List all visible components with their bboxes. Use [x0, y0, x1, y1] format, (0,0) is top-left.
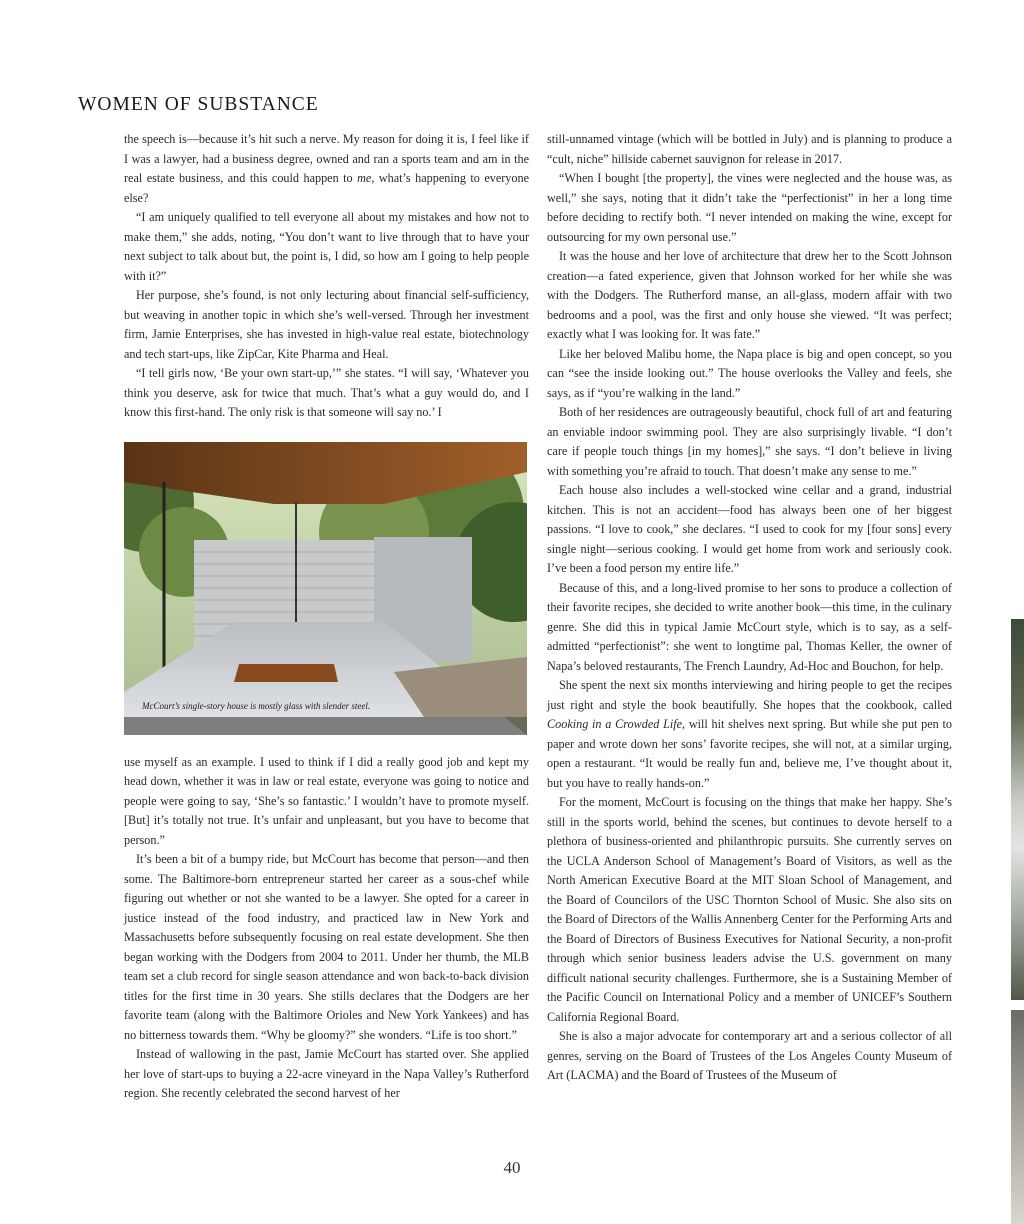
body-paragraph: She is also a major advocate for contemporary art and a serious collector of all genres, serving on the Board of Trustees of the Los Angeles County Museum of Art (LACMA) and the Board of Trustees of the Museum of: [547, 1029, 952, 1082]
body-paragraph: It was the house and her love of architecture that drew her to the Scott Johnson creation—a fated experience, given that Johnson worked for her while she was with the Dodgers. The Rutherford manse, an all-glass, modern affair with two bedrooms and a pool, was the first and only house she viewed. “It was perfect; exactly what I was looking for. It was fate.”: [547, 249, 952, 341]
adjacent-page-photo-edge: [1011, 619, 1024, 1000]
right-column: [547, 130, 952, 1086]
body-paragraph: “When I bought [the property], the vines were neglected and the house was, as well,” she says, noting that it didn’t take the “perfectionist” in her a long time before deciding to rectify both. “I never intended on making the wine, except for outsourcing for my own personal use.”: [547, 171, 952, 244]
adjacent-page-photo-edge: [1011, 1010, 1024, 1224]
body-paragraph: Both of her residences are outrageously beautiful, chock full of art and featuring an enviable indoor swimming pool. They are also surprisingly livable. “I don’t care if people touch things [in my homes],” she says. “I don’t believe in living with something you’re afraid to touch. That doesn’t make any sense to me.”: [547, 405, 952, 478]
body-paragraph: “I am uniquely qualified to tell everyone all about my mistakes and how not to make them,” she adds, noting, “You don’t want to live through that to have your next subject to talk about but, the point is, I did, so how am I going to help people with it?”: [124, 210, 529, 283]
body-paragraph: “I tell girls now, ‘Be your own start-up,’” she states. “I will say, ‘Whatever you think you deserve, ask for twice that much. That’s what a guy would do, and I know this first-hand. The only risk is that someone will say no.’ I: [124, 366, 529, 419]
page-number: 40: [503, 1158, 521, 1177]
body-paragraph: It’s been a bit of a bumpy ride, but McCourt has become that person—and then some. The Baltimore-born entrepreneur started her career as a sous-chef while figuring out whether or not she wanted to be a lawyer. She opted for a career in justice instead of the food industry, and practiced law in New York and Massachusetts before subsequently focusing on real estate development. She then began working with the Dodgers from 2004 to 2011. Under her thumb, the MLB team set a club record for single season attendance and won back-to-back division titles for the first time in 30 years. She stills declares that the Dodgers are her favorite team (along with the Baltimore Orioles and New York Yankees) and has no bitterness towards them. “Why be gloomy?” she wonders. “Life is too short.”: [124, 852, 529, 1042]
body-paragraph: the speech is—because it’s hit such a nerve. My reason for doing it is, I feel like if I was a lawyer, had a business degree, owned and ran a sports team and am in the real estate business, and this could happen to me, what’s happening to everyone else?: [124, 132, 529, 205]
body-paragraph: For the moment, McCourt is focusing on the things that make her happy. She’s still in the sports world, behind the scenes, but continues to devote herself to a plethora of business-oriented and philanthropic pursuits. She currently serves on the UCLA Anderson School of Management’s Board of Visitors, as well as the North American Executive Board at the MIT Sloan School of Management, and the Board of Councilors of the USC Thornton School of Music. She also sits on the Board of Directors of the Wallis Annenberg Center for the Performing Arts and the Board of Directors of Business Executives for National Security, a non-profit through which senior business leaders advise the U.S. government on many difficult national security challenges. Furthermore, she is a Sustaining Member of the Pacific Council on International Policy and a member of UNICEF’s Southern California Regional Board.: [547, 795, 952, 1024]
body-paragraph: Because of this, and a long-lived promise to her sons to produce a collection of their favorite recipes, she decided to write another book—this time, in the culinary genre. She did this in typical Jamie McCourt style, which is to say, as a self-admitted “perfectionist”: she went to longtime pal, Thomas Keller, the owner of Napa’s beloved restaurants, The French Laundry, Ad-Hoc and Bouchon, for help.: [547, 580, 952, 673]
photo-caption: McCourt’s single-story house is mostly glass with slender steel.: [142, 701, 371, 711]
body-paragraph: She spent the next six months interviewing and hiring people to get the recipes just right and style the book beautifully. She hopes that the cookbook, called Cooking in a Crowded Life, will hit shelves next spring. But while she put pen to paper and wrote down her sons’ favorite recipes, she will not, at a similar urging, open a restaurant. “It would be really fun and, believe me, I’ve thought about it, but you have to really hands-on.”: [547, 678, 952, 790]
body-paragraph: use myself as an example. I used to think if I did a really good job and kept my head down, whether it was in law or real estate, everyone was going to notice and people were going to say, ‘She’s so fantastic.’ I wouldn’t have to promote myself. [But] it’s totally not true. It’s unfair and unpleasant, but you have to become that person.”: [124, 754, 529, 847]
body-paragraph: Each house also includes a well-stocked wine cellar and a grand, industrial kitchen. This is not an accident—food has always been one of her biggest passions. “I love to cook,” she declares. “I used to cook for my [four sons] every single night—serious cooking. I would get home from work and seriously cook. I’ve been a food person my entire life.”: [547, 483, 952, 575]
body-paragraph: Her purpose, she’s found, is not only lecturing about financial self-sufficiency, but weaving in another topic in which she’s well-versed. Through her investment firm, Jamie Enterprises, she has invested in high-value real estate, biotechnology and tech start-ups, like ZipCar, Kite Pharma and Heal.: [124, 288, 529, 361]
body-paragraph: still-unnamed vintage (which will be bottled in July) and is planning to produce a “cult, niche” hillside cabernet sauvignon for release in 2017.: [547, 132, 952, 166]
house-photo: [124, 442, 527, 735]
body-paragraph: Instead of wallowing in the past, Jamie McCourt has started over. She applied her love of start-ups to buying a 22-acre vineyard in the Napa Valley’s Rutherford region. She recently celebrated the second harvest of her: [124, 1047, 529, 1100]
section-title: WOMEN OF SUBSTANCE: [78, 94, 319, 115]
house-photo-illustration: [124, 442, 527, 735]
left-column: [124, 130, 529, 1104]
body-paragraph: Like her beloved Malibu home, the Napa place is big and open concept, so you can “see the inside looking out.” The house overlooks the Valley and feels, she says, as if “you’re walking in the land.”: [547, 346, 952, 400]
